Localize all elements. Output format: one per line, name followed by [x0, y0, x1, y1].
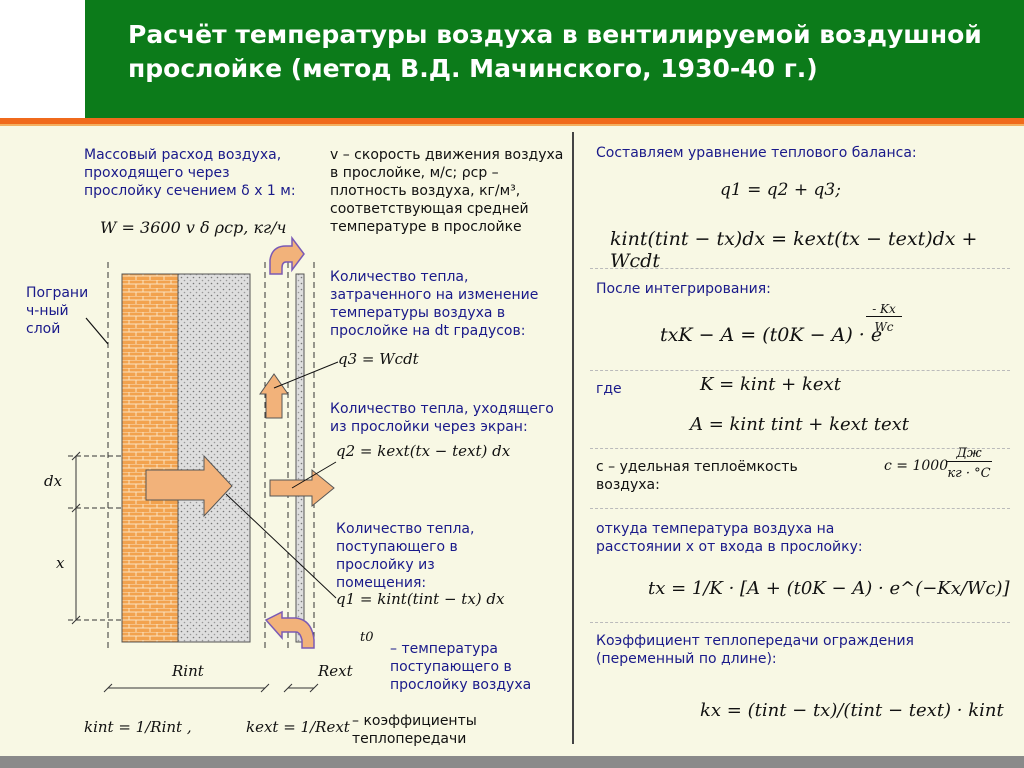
balance-label: Составляем уравнение теплового баланса: — [596, 145, 917, 161]
q2-formula: q2 = kext(tx − text) dx — [336, 442, 511, 460]
exponent-denominator: Wc — [874, 320, 894, 334]
brick-layer — [122, 274, 178, 642]
heat-capacity-unit-den: кг · °C — [947, 466, 991, 481]
q1-formula: q1 = kint(tint − tx) dx — [336, 590, 505, 608]
q3-formula: q3 = Wcdt — [338, 350, 419, 368]
separator — [590, 268, 1010, 270]
t0-symbol: t0 — [360, 630, 374, 645]
coefficients-description: – коэффициенты теплопередачи — [352, 713, 477, 747]
A-equation: A = kint tint + kext text — [690, 414, 910, 435]
heat-capacity-description: с – удельная теплоёмкость воздуха: — [596, 459, 798, 493]
where-label: где — [596, 381, 622, 397]
air-outlet-arrow — [270, 238, 304, 274]
balance-equation-2: kint(tint − tx)dx = kext(tx − text)dx + Wcdt — [610, 228, 978, 272]
rint-label: Rint — [172, 662, 204, 680]
balance-equation-1: q1 = q2 + q3; — [720, 180, 841, 200]
K-equation: K = kint + kext — [700, 374, 841, 395]
kx-equation: kx = (tint − tx)/(tint − text) · kint — [700, 700, 1004, 721]
separator — [590, 622, 1010, 624]
mass-flow-label: Массовый расход воздуха, проходящего через прослойку сечением δ x 1 м: — [84, 147, 296, 199]
after-integration-label: После интегрирования: — [596, 281, 771, 297]
column-divider — [572, 132, 574, 744]
air-upflow-arrow — [260, 374, 288, 418]
kx-description: Коэффициент теплопередачи ограждения (переменный по длине): — [596, 633, 914, 667]
heat-capacity-equation: c = 1000 — [884, 458, 949, 474]
rext-label: Rext — [318, 662, 353, 680]
screen-layer — [296, 274, 304, 642]
q2-description: Количество тепла, уходящего из прослойки через экран: — [330, 401, 554, 435]
slide-title: Расчёт температуры воздуха в вентилируемой воздушной прослойке (метод В.Д. Мачинского, 1930-40 г.) — [128, 20, 982, 83]
velocity-description: v – скорость движения воздуха в прослойке, м/с; ρср – плотность воздуха, кг/м³, соответствующая средней температуре в прослойке — [330, 147, 564, 235]
air-inlet-arrow — [266, 612, 314, 648]
mass-flow-formula: W = 3600 v δ ρср, кг/ч — [100, 218, 287, 237]
separator — [590, 370, 1010, 372]
kint-formula: kint = 1/Rint , — [84, 718, 192, 736]
tx-description: откуда температура воздуха на расстоянии x от входа в прослойку: — [596, 521, 863, 555]
heat-capacity-unit-num: Дж — [946, 446, 992, 462]
tx-equation: tx = 1/K · [A + (t0K − A) · e^(−Kx/Wc)] — [648, 578, 1010, 599]
q3-description: Количество тепла, затраченного на изменение температуры воздуха в прослойке на dt градусов: — [330, 269, 539, 339]
integrated-equation: txK − A = (t0K − A) · e — [660, 324, 883, 346]
exponent-numerator: - Kx — [866, 302, 902, 317]
dx-label: dx — [44, 472, 63, 490]
kext-formula: kext = 1/Rext — [246, 718, 350, 736]
x-label: x — [56, 554, 65, 572]
t0-description: – температура поступающего в прослойку воздуха — [390, 641, 532, 693]
bottom-band — [0, 756, 1024, 768]
q1-description: Количество тепла, поступающего в прослойку из помещения: — [336, 521, 475, 591]
separator — [590, 508, 1010, 510]
insulation-layer — [178, 274, 250, 642]
boundary-layer-label: Пограни ч-ный слой — [26, 285, 89, 337]
